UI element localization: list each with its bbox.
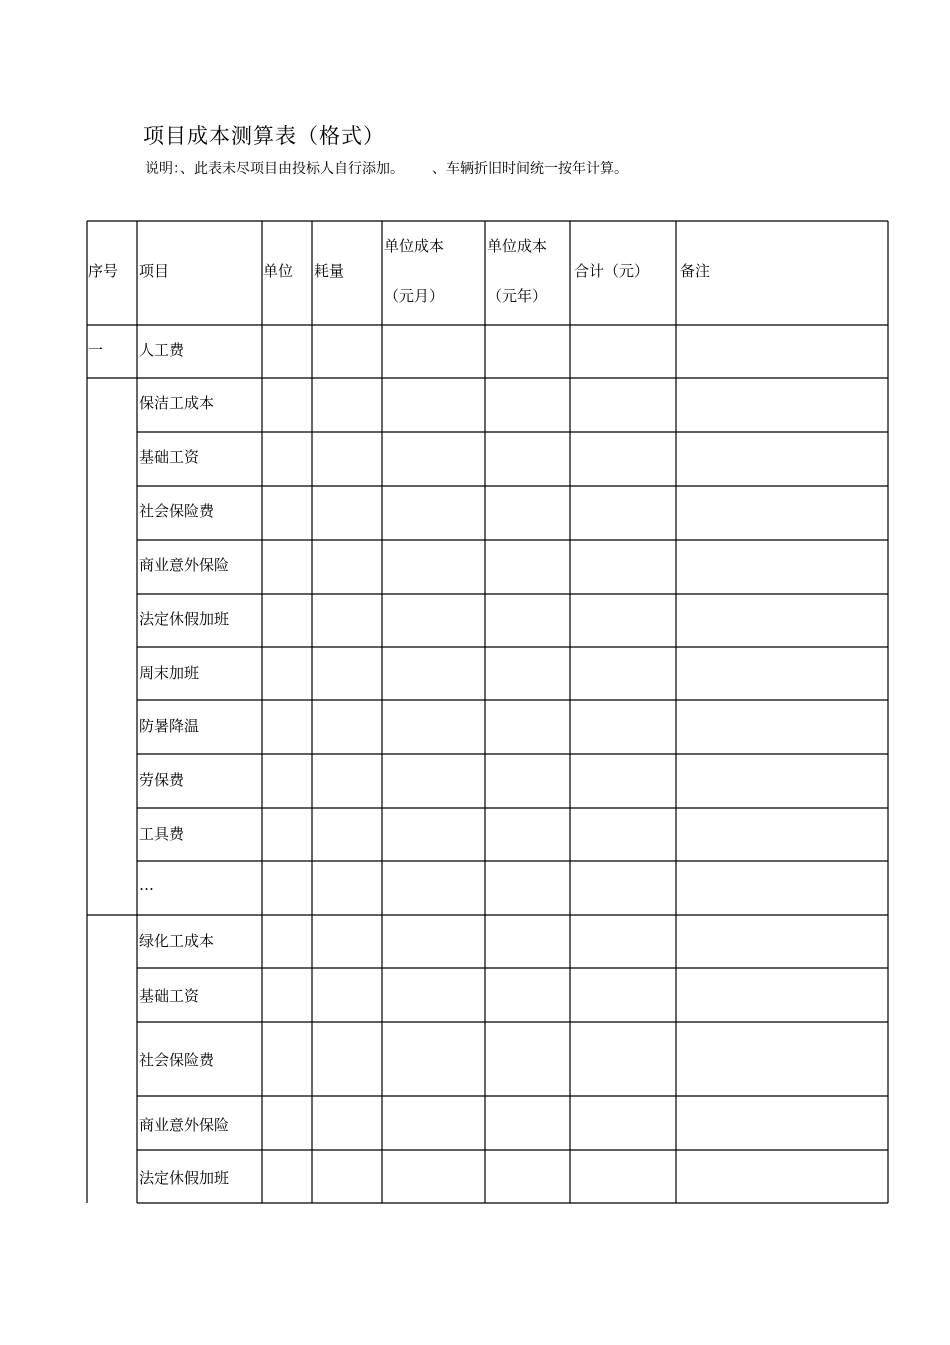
note-part-2: 、车辆折旧时间统一按年计算。 (432, 161, 628, 177)
table-row-item: 商业意外保险 (139, 556, 230, 574)
table-row-item: 基础工资 (139, 987, 200, 1005)
table-row-item: 劳保费 (139, 771, 185, 789)
header-total: 合计（元） (574, 262, 650, 280)
section-item: 人工费 (139, 341, 185, 359)
table-row-item: 社会保险费 (139, 1051, 215, 1069)
section-seq: 一 (88, 341, 104, 359)
table-row-item: 社会保险费 (139, 502, 215, 520)
header-unit-cost-month-line2: （元月） (384, 287, 445, 305)
header-consumption: 耗量 (314, 262, 345, 280)
table-row-item: 法定休假加班 (139, 1169, 230, 1187)
table-row-item: … (139, 876, 154, 894)
table-row-item: 商业意外保险 (139, 1116, 230, 1134)
header-unit-cost-year-line2: （元年） (487, 287, 548, 305)
table-row-item: 法定休假加班 (139, 610, 230, 628)
table-row-item: 保洁工成本 (139, 394, 215, 412)
table-row-item: 基础工资 (139, 448, 200, 466)
header-unit: 单位 (263, 262, 294, 280)
table-row-item: 工具费 (139, 825, 185, 843)
table-row-item: 防暑降温 (139, 717, 200, 735)
table-row-item: 周末加班 (139, 664, 200, 682)
note-part-1: 说明：、此表未尽项目由投标人自行添加。 (145, 161, 404, 177)
header-remark: 备注 (680, 262, 711, 280)
header-unit-cost-month-line1: 单位成本 (384, 237, 445, 255)
header-unit-cost-year-line1: 单位成本 (487, 237, 548, 255)
table-row-item: 绿化工成本 (139, 932, 215, 950)
document-title: 项目成本测算表（格式） (143, 124, 385, 148)
header-item: 项目 (139, 262, 170, 280)
header-seq: 序号 (88, 262, 119, 280)
